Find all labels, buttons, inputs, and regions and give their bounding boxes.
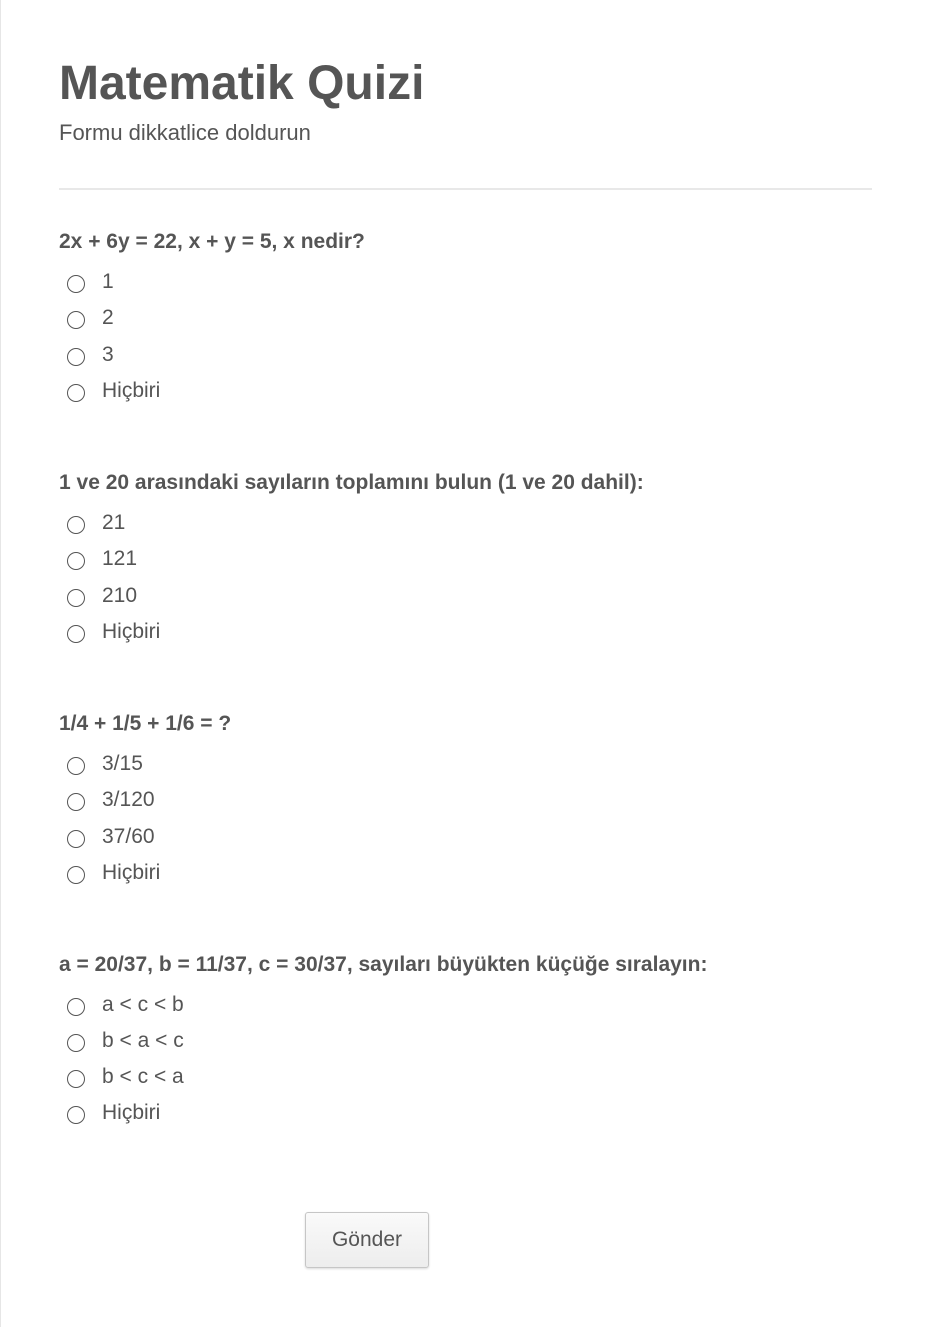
question-1-option-1[interactable] xyxy=(67,267,114,297)
option-label: b < c < a xyxy=(102,1065,184,1088)
radio-button[interactable] xyxy=(67,589,85,607)
question-label: 1 ve 20 arasındaki sayıların toplamını bulun (1 ve 20 dahil): xyxy=(59,471,644,494)
question-3-option-1[interactable] xyxy=(67,749,143,779)
option-label: Hiçbiri xyxy=(102,861,161,884)
form-title: Matematik Quizi xyxy=(59,57,425,110)
option-label: 37/60 xyxy=(102,825,155,848)
question-4-option-4[interactable] xyxy=(67,1098,160,1128)
radio-button[interactable] xyxy=(67,998,85,1016)
option-label: 3 xyxy=(102,343,114,366)
question-3-option-3[interactable] xyxy=(67,822,155,852)
question-1-option-2[interactable] xyxy=(67,303,114,333)
option-label: a < c < b xyxy=(102,993,184,1016)
radio-button[interactable] xyxy=(67,625,85,643)
option-label: Hiçbiri xyxy=(102,379,161,402)
question-1-option-4[interactable] xyxy=(67,376,160,406)
question-label: a = 20/37, b = 11/37, c = 30/37, sayıları büyükten küçüğe sıralayın: xyxy=(59,953,708,976)
radio-button[interactable] xyxy=(67,1070,85,1088)
option-label: Hiçbiri xyxy=(102,1101,161,1124)
question-1-option-3[interactable] xyxy=(67,340,114,370)
option-label: 1 xyxy=(102,270,114,293)
question-2-option-1[interactable] xyxy=(67,508,125,538)
radio-button[interactable] xyxy=(67,757,85,775)
question-3-option-2[interactable] xyxy=(67,785,155,815)
question-label: 1/4 + 1/5 + 1/6 = ? xyxy=(59,712,232,735)
radio-button[interactable] xyxy=(67,348,85,366)
question-4-option-1[interactable] xyxy=(67,990,184,1020)
question-3-option-4[interactable] xyxy=(67,858,160,888)
option-label: 3/120 xyxy=(102,788,155,811)
submit-button[interactable]: Gönder xyxy=(305,1212,429,1268)
option-label: 210 xyxy=(102,584,138,607)
form-subtitle: Formu dikkatlice doldurun xyxy=(59,120,311,145)
option-label: b < a < c xyxy=(102,1029,184,1052)
question-2-option-2[interactable] xyxy=(67,544,137,574)
radio-button[interactable] xyxy=(67,311,85,329)
option-label: 3/15 xyxy=(102,752,143,775)
question-4-option-2[interactable] xyxy=(67,1026,184,1056)
question-4-option-3[interactable] xyxy=(67,1062,184,1092)
question-2-option-3[interactable] xyxy=(67,581,137,611)
radio-button[interactable] xyxy=(67,1034,85,1052)
question-label: 2x + 6y = 22, x + y = 5, x nedir? xyxy=(59,230,365,253)
option-label: 2 xyxy=(102,306,114,329)
radio-button[interactable] xyxy=(67,384,85,402)
radio-button[interactable] xyxy=(67,516,85,534)
option-label: 21 xyxy=(102,511,126,534)
radio-button[interactable] xyxy=(67,1106,85,1124)
radio-button[interactable] xyxy=(67,793,85,811)
header-divider xyxy=(59,188,872,190)
question-2-option-4[interactable] xyxy=(67,617,160,647)
option-label: Hiçbiri xyxy=(102,620,161,643)
radio-button[interactable] xyxy=(67,275,85,293)
radio-button[interactable] xyxy=(67,830,85,848)
radio-button[interactable] xyxy=(67,866,85,884)
radio-button[interactable] xyxy=(67,552,85,570)
option-label: 121 xyxy=(102,547,138,570)
